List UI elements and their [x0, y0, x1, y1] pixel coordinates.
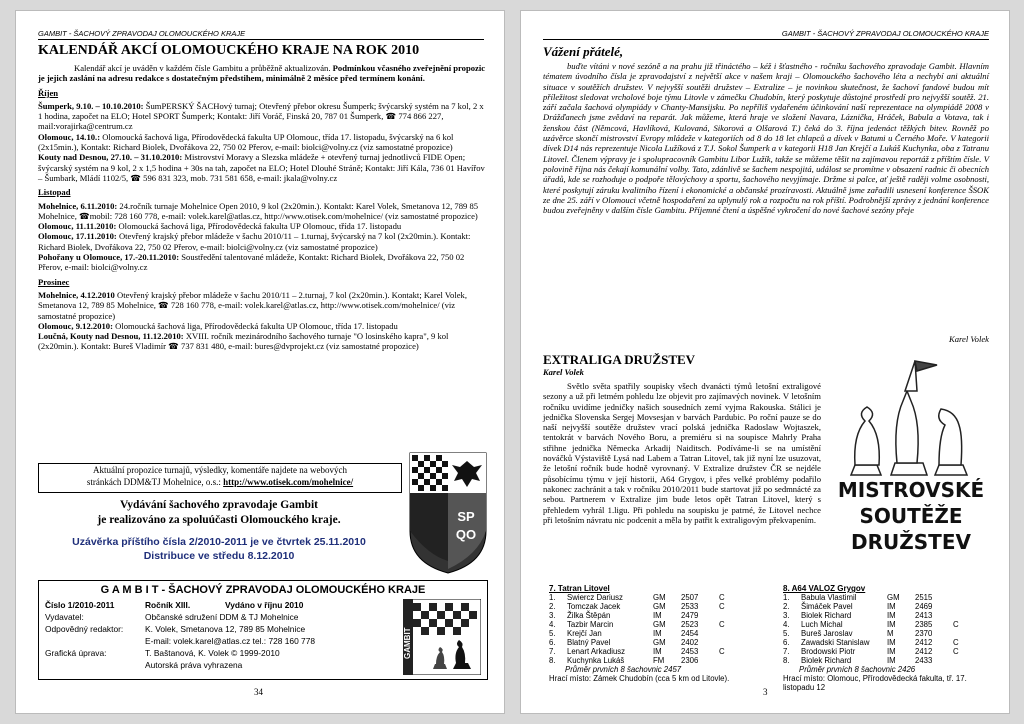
table-cell: C: [953, 620, 959, 629]
table-cell: Luch Michal: [801, 620, 843, 629]
table-cell: [719, 611, 731, 620]
table-cell: [953, 593, 965, 602]
editorial-text: buďte vítáni v nové sezóně a na prahu již třináctého – kéž i šťastného - ročníku šachového zpravodaje Gambit. Hlavním tématem úvodního čísla je zpravodajství z největší akce v našem kraji – Olomouckého šachového léta a nechybí ani aktuální situace v soutěžích družstev. V nejvyšší soutěži družstev – Extralize – je novinkou skutečnost, že šachoví fandové budou mít příležitost sledovat vrcholové boje týmu Litovle v zámečku Chudobín, který poskytuje důstojné prostředí pro nejvyšší soutěž. 21. září začala šachová olympiády v Chanty-Mansijsku. Po nepříliš vydařeném účinkování naší reprezentace na olympiádě 2008 v Drážďanech jsme zvědaví na reparát. Jak můžeme, která hraje ve složení Navara, Láznička, Hráček, Babula a Votava, tak i ženskou část (Němcová, Havlíková, Kulovaná, Sikorová a Olšarová T.) čeká do 3. října jedenáct těžkých bitev. Rovněž po uzávěrce skončí mistrovství Evropy mládeže v kategoriích od 8 do 18 let chlapců a dívek v Batumi u Černého Moře. V kategorii dívek D14 nás reprezentuje Nicola Lužíková z T.J. Sokol Šumperk a v kategorii H18 Jan Krejčí a Lukáš Kuchynka, oba z Tatranu Litovel. Členem výpravy je i spolupracovník Gambitu Libor Lužík, takže se můžeme těšit na zajímavou reportáž z příštím čísle. V polovině října nás čekají komunální volby. Tato, zdánlivě se šachem nespojitá, událost se promítne v obsazení radnic či obecních úřadů, kde se rozhoduje o podpoře tělovýchovy a sportu, šachového nevyjímaje. Držme si palce, ať ještě raději volme osobnosti, které poskytují záruku kvalitního řízení i ekonomické a občanské prozíravosti. Aktuálně jsme zařadili usnesení konference ŠSOK ze dne 25. září v Olomouci včetně hospodaření za uplynulý rok a rozpočtu na rok příští. Podrobnější zprávy z jednání konference budou zveřejněny v dalším čísle Gambitu. Příjemné čtení a úspěšné vykročení do nové šachové sezóny přeje: [543, 61, 989, 216]
table-cell: Zawadski Stanislaw: [801, 638, 870, 647]
right-page: [520, 10, 1010, 714]
table-row: [783, 647, 965, 656]
month-november: Listopad: [38, 187, 71, 198]
website-link[interactable]: http://www.otisek.com/mohelnice/: [223, 477, 354, 487]
logo-line-3: DRUŽSTEV: [851, 530, 971, 554]
table-cell: [953, 629, 965, 638]
table-cell: 2453: [681, 647, 699, 656]
table-row: [549, 647, 731, 656]
article-author: Karel Volek: [543, 367, 584, 377]
table-cell: 2412: [915, 647, 933, 656]
table-cell: 7.: [783, 647, 790, 656]
table-cell: 2515: [915, 593, 933, 602]
roster-table: [783, 593, 965, 665]
team-roster-grygov: 8. A64 VALOZ Grygov 1. Babula Vlastimil GM 2515 2. Šimáček Pavel IM 2469 3. Biolek Richard IM 2413 4. Luch Michal IM 2385 C 5. Bureš Jaroslav M 2370 6. Zawadski Stanislaw IM 2412 C 7. Brodowski Piotr IM 2412 C 8. Biolek Richard IM 2433 Průměr prvních 8 šachovnic 2426 Hrací místo: Olomouc, Přírodovědecká fakulta, tř. 17. listopadu 12: [783, 584, 967, 692]
event-entry: Olomouc, 9.12.2010: Olomoucká šachová liga, Přírodovědecká fakulta UP Olomouc, třída 17. listopadu: [38, 320, 398, 331]
table-cell: Krejčí Jan: [567, 629, 602, 638]
table-cell: C: [719, 647, 725, 656]
table-cell: 1.: [783, 593, 790, 602]
page-number: 34: [254, 687, 263, 697]
table-cell: 8.: [783, 656, 790, 665]
table-cell: C: [719, 593, 725, 602]
table-cell: 4.: [783, 620, 790, 629]
svg-text:QO: QO: [455, 527, 477, 542]
table-row: [783, 629, 965, 638]
event-entry: Olomouc, 17.11.2010: Otevřený krajský přebor mládeže v šachu 2010/11 – 1.turnaj, švýcarský na 7 kol (2x20min.). Kontakt: Richard Biolek, Dvořákova 22, 750 02 Přerov, e-mail: biolci@volny.cz (viz samostatné propozice): [38, 231, 471, 252]
table-cell: IM: [887, 611, 896, 620]
table-row: [549, 602, 731, 611]
table-cell: GM: [653, 638, 666, 647]
table-cell: GM: [653, 593, 666, 602]
table-cell: 1.: [549, 593, 556, 602]
table-row: [549, 656, 731, 665]
page-number: 3: [763, 687, 768, 697]
svg-text:GAMBIT: GAMBIT: [403, 627, 412, 659]
event-entry: Kouty nad Desnou, 27.10. – 31.10.2010: Mistrovství Moravy a Slezska mládeže + otevřený turnaj jednotlivců FIDE Open; švýcarský systém na 9 kol, 2 x 1,5 hodina + 30s na tah, započet na ELO; Hotel Dlouhé Stráně; Kontakt: Jiří Kála, 736 01 Havířov – Šumbark, Mládí 1102/5, ☎ 596 831 323, mob. 731 581 658, e-mail: jkala@volny.cz: [38, 152, 485, 183]
event-entry: Mohelnice, 4.12.2010 Otevřený krajský přebor mládeže v šachu 2010/11 – 2.turnaj, 7 kol (2x20min.). Kontakt; Karel Volek, Smetanova 12, 789 85 Mohelnice, ☎ 728 160 778, e-mail: volek.karel@atlas.cz, http://www.otisek.com/mohelnice/ (viz samostatné propozice): [38, 289, 467, 321]
article-text: Světlo světa spatřily soupisky všech dvanácti týmů letošní extraligové sezony a už při letmém pohledu lze objevit pro zajímavých novinek. V letošním ročníku uvidíme jedničky našich sousedních zemí vyjma Rakouska. Stálici je jednička Slovenska Sergej Movsesjan v barvách Pardubic. Po roční pauze se do naší nejvyšší soutěže družstev vrací polská jednička Radoslaw Wojtaszek, tentokrát v barvách Nového Boru, a premiéru si na soupisce Mahrly Praha střihne jednička Německa Arkadij Naiditsch. Podíváme-li se na umístění nováčků Výstaviště Lysá nad Labem a Tatran Litovel, tak již nyní lze usuzovat, že letošní ročník bude hodně vyrovnaný. V Extralize družstev ČR se nejdéle působícímu týmu v její historii, A64 Grygov, i přes velké problémy podařilo nakonec zachránit a tak v ročníku 2010/2011 bude startovat již po sedmnácté za sebou. Partnerem v Extralize jim bude letos opět Tatran Litovel, který s přehledem vyhrál 1.ligu. Při pohledu na soupisku je patrné, že Litovel nechce při letošním návratu nic podcenit a měla by patřit k extraligovým překvapením.: [543, 381, 989, 577]
event-entry: Pohořany u Olomouce, 17.-20.11.2010: Soustředění talentované mládeže, Kontakt: Richard Biolek, Dvořákova 22, 750 02 Přerov, e-mail: biolci@volny.cz: [38, 252, 465, 273]
table-cell: IM: [653, 647, 662, 656]
table-cell: Žilka Štěpán: [567, 611, 611, 620]
intro-text: Kalendář akcí je uváděn v každém čísle Gambitu a průběžně aktualizován.: [74, 63, 331, 73]
table-cell: IM: [887, 638, 896, 647]
table-cell: Bureš Jaroslav: [801, 629, 853, 638]
table-cell: 3.: [783, 611, 790, 620]
table-cell: 2.: [783, 602, 790, 611]
table-cell: 4.: [549, 620, 556, 629]
impressum-details: Číslo 1/2010-2011 Ročník XIII. Vydáno v říjnu 2010 Vydavatel: Občanské sdružení DDM & TJ Mohelnice Odpovědný redaktor: K. Volek, Smetanova 12, 789 85 Mohelnice E-mail: volek.karel@atlas.cz tel.: 728 160 778 Grafická úprava: T. Baštanová, K. Volek © 1999-2010 Autorská práva vyhrazena: [45, 600, 316, 670]
table-cell: IM: [887, 647, 896, 656]
table-cell: GM: [653, 620, 666, 629]
table-cell: IM: [887, 656, 896, 665]
logo-line-2: SOUTĚŽE: [859, 504, 963, 528]
table-cell: 2433: [915, 656, 933, 665]
table-cell: C: [719, 620, 725, 629]
table-cell: Biolek Richard: [801, 656, 852, 665]
table-cell: 2.: [549, 602, 556, 611]
svg-text:SP: SP: [457, 509, 475, 524]
table-row: [549, 638, 731, 647]
table-row: [783, 611, 965, 620]
table-cell: 5.: [549, 629, 556, 638]
editorial-signature: Karel Volek: [948, 334, 989, 344]
table-cell: 2507: [681, 593, 699, 602]
table-cell: [719, 656, 731, 665]
team-roster-litovel: 7. Tatran Litovel 1. Swiercz Dariusz GM 2507 C 2. Tomczak Jacek GM 2533 C 3. Žilka Štěpán IM 2479 4. Tazbir Marcin GM 2523 C 5. Krejčí Jan IM 2454 6. Blatný Pavel GM 2402 7. Lenart Arkadiusz IM 2453 C 8. Kuchynka Lukáš FM 2306 Průměr prvních 8 šachovnic 2457 Hrací místo: Zámek Chudobín (cca 5 km od Litovle).: [549, 584, 730, 683]
table-cell: 2370: [915, 629, 933, 638]
event-entry: Šumperk, 9.10. – 10.10.2010: ŠumPERSKÝ ŠACHový turnaj; Otevřený přebor okresu Šumperk; švýcarský systém na 7 kol, 2 x 1 hodina, započet na ELO; Hotel SPORT Šumperk; Kontakt: Jiří Voráč, Finská 20, 787 01 Šumperk, ☎ 774 866 227, mail:vorajirka@centrum.cz: [38, 100, 484, 132]
table-cell: 2454: [681, 629, 699, 638]
table-cell: FM: [653, 656, 665, 665]
table-row: [549, 611, 731, 620]
table-cell: Tazbir Marcin: [567, 620, 614, 629]
table-cell: C: [953, 638, 959, 647]
running-header: GAMBIT - ŠACHOVÝ ZPRAVODAJ OLOMOUCKÉHO KRAJE: [543, 29, 989, 40]
table-cell: 7.: [549, 647, 556, 656]
month-december: Prosinec: [38, 276, 70, 287]
calendar-body: [38, 63, 486, 352]
roster-table: [549, 593, 731, 665]
table-row: [783, 620, 965, 629]
event-entry: Olomouc, 14.10.: Olomoucká šachová liga, Přírodovědecká fakulta UP Olomouc, třída 17. listopadu, švýcarský na 6 kol (2x15min.), Kontakt: Richard Biolek, Dvořákova 22, 750 02 Přerov, e-mail: biolci@volny.cz (viz samostatné propozice): [38, 131, 454, 153]
table-cell: Lenart Arkadiusz: [567, 647, 626, 656]
event-entry: Olomouc, 11.11.2010: Olomoucká šachová liga, Přírodovědecká fakulta UP Olomouc, třída 17. listopadu: [38, 221, 402, 232]
table-cell: 2469: [915, 602, 933, 611]
event-entry: Mohelnice, 6.11.2010: 24.ročník turnaje Mohelnice Open 2010, 9 kol (2x20min.). Kontakt: Karel Volek, Smetanova 12, 789 85 Mohelnice, ☎mobil: 728 160 778, e-mail: volek.karel@atlas.cz, http://www.otisek.com/mohelnice/ (viz samostatné propozice): [38, 200, 479, 221]
table-cell: 2413: [915, 611, 933, 620]
table-cell: Kuchynka Lukáš: [567, 656, 625, 665]
olomouc-region-crest: [408, 451, 488, 575]
table-cell: GM: [887, 593, 900, 602]
table-cell: 2479: [681, 611, 699, 620]
table-cell: Swiercz Dariusz: [567, 593, 623, 602]
table-cell: 2533: [681, 602, 699, 611]
table-cell: 6.: [783, 638, 790, 647]
table-row: [549, 620, 731, 629]
table-cell: [953, 611, 965, 620]
table-cell: 2385: [915, 620, 933, 629]
table-cell: GM: [653, 602, 666, 611]
table-cell: 8.: [549, 656, 556, 665]
event-entry: Loučná, Kouty nad Desnou, 11.12.2010: XVIII. ročník mezinárodního šachového turnaje "O losinského kapra", 9 kol (2x20min.). Kontakt: Bureš Vladimír ☎ 737 831 480, e-mail: bures@dvprojekt.cz (viz samostatné propozice): [38, 331, 449, 352]
table-cell: C: [719, 602, 725, 611]
table-cell: IM: [653, 611, 662, 620]
table-cell: [719, 629, 731, 638]
table-cell: 2523: [681, 620, 699, 629]
table-cell: C: [953, 647, 959, 656]
table-cell: [719, 638, 731, 647]
table-cell: 2402: [681, 638, 699, 647]
month-october: Říjen: [38, 87, 59, 98]
table-row: [549, 593, 731, 602]
table-cell: Babula Vlastimil: [801, 593, 857, 602]
table-row: [783, 638, 965, 647]
table-cell: 5.: [783, 629, 790, 638]
calendar-title: KALENDÁŘ AKCÍ OLOMOUCKÉHO KRAJE NA ROK 2010: [38, 43, 420, 58]
support-note: Vydávání šachového zpravodaje Gambit je realizováno za spoluúčasti Olomouckého kraje.: [97, 499, 341, 526]
table-cell: 3.: [549, 611, 556, 620]
table-cell: 2306: [681, 656, 699, 665]
greeting: Vážení přátelé,: [543, 44, 624, 59]
table-cell: Blatný Pavel: [567, 638, 611, 647]
table-cell: Tomczak Jacek: [567, 602, 621, 611]
table-cell: M: [887, 629, 894, 638]
table-cell: 2412: [915, 638, 933, 647]
deadline-note: Uzávěrka příštího čísla 2/2010-2011 je ve čtvrtek 25.11.2010 Distribuce ve středu 8.12.2010: [72, 536, 366, 562]
table-row: [549, 629, 731, 638]
table-cell: Brodowski Piotr: [801, 647, 856, 656]
left-page: [15, 10, 505, 714]
article-title: EXTRALIGA DRUŽSTEV: [543, 352, 696, 367]
logo-line-1: MISTROVSKÉ: [837, 478, 985, 502]
table-cell: IM: [653, 629, 662, 638]
intro-bold: Podmínkou včasného zveřejnění propozic je jejich zaslání na adresu redakce s dostatečným předstihem, minimálně 2 měsíce před termínem konání.: [38, 63, 486, 84]
impressum-title: G A M B I T - ŠACHOVÝ ZPRAVODAJ OLOMOUCKÉHO KRAJE: [100, 584, 426, 596]
table-cell: Biolek Richard: [801, 611, 852, 620]
table-cell: 6.: [549, 638, 556, 647]
table-cell: [953, 602, 965, 611]
table-cell: IM: [887, 602, 896, 611]
chess-pieces-illustration: [831, 355, 991, 571]
table-row: [783, 656, 965, 665]
gambit-logo: [403, 599, 481, 675]
table-cell: [953, 656, 965, 665]
table-row: [783, 602, 965, 611]
table-row: [783, 593, 965, 602]
table-cell: Šimáček Pavel: [801, 602, 853, 611]
table-cell: IM: [887, 620, 896, 629]
running-header: GAMBIT - ŠACHOVÝ ZPRAVODAJ OLOMOUCKÉHO KRAJE: [38, 29, 484, 40]
web-info-box: Aktuální propozice turnajů, výsledky, komentáře najdete na webových stránkách DDM&TJ Mohelnice, o.s.: http://www.otisek.com/mohelnice/: [38, 463, 402, 493]
impressum-box: [38, 580, 488, 680]
